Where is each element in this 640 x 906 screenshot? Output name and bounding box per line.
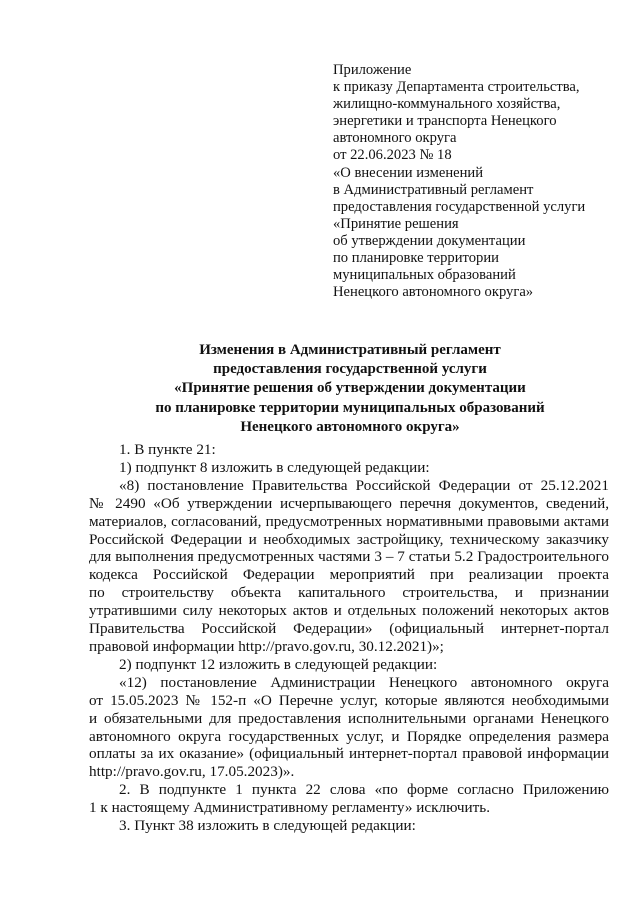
appendix-block	[333, 62, 625, 301]
title-line: «Принятие решения об утверждении документации	[174, 380, 526, 397]
paragraph-subitem-2: 2) подпункт 12 изложить в следующей редакции:	[119, 655, 438, 673]
text-line: по строительству объекта капитального строительства, и признании	[89, 584, 609, 602]
text-line: «12) постановление Администрации Ненецкого автономного округа	[119, 673, 609, 691]
text-line: 2. В подпункте 1 пункта 22 слова «по форме согласно Приложению	[119, 781, 609, 799]
text-line: оплаты за их оказание» (официальный интернет-портал правовой информации	[89, 745, 609, 763]
paragraph-subitem-1: 1) подпункт 8 изложить в следующей редакции:	[119, 458, 430, 476]
text-line: и обязательными для предоставления исполнительными органами Ненецкого	[89, 709, 609, 727]
text-line: материалов, согласований, предусмотренных нормативными правовыми актами	[89, 512, 609, 530]
text-line: автономного округа государственных услуг, и Порядке определения размера	[89, 727, 609, 745]
text-line: «8) постановление Правительства Российской Федерации от 25.12.2021	[119, 476, 609, 494]
text-line: № 2490 «Об утверждении исчерпывающего перечня документов, сведений,	[89, 494, 609, 512]
text-line: http://pravo.gov.ru, 17.05.2023)».	[89, 763, 295, 781]
appendix-line: «Принятие решения	[333, 215, 459, 232]
paragraph-quote-12	[89, 674, 609, 781]
appendix-line: по планировке территории	[333, 250, 499, 267]
paragraph-quote-8	[89, 477, 609, 656]
text-line: от 15.05.2023 № 152-п «О Перечне услуг, которые являются необходимыми	[89, 691, 609, 709]
title-line: Ненецкого автономного округа»	[240, 418, 460, 435]
paragraph-item-2	[89, 781, 609, 817]
appendix-line: Приложение	[333, 62, 412, 78]
appendix-line: в Административный регламент	[333, 181, 534, 198]
appendix-line: к приказу Департамента строительства,	[333, 79, 580, 96]
text-line: правовой информации http://pravo.gov.ru, 30.12.2021)»;	[89, 637, 444, 655]
text-line: для выполнения предусмотренных частями 3 – 7 статьи 5.2 Градостроительного	[89, 548, 609, 566]
appendix-line: от 22.06.2023 № 18	[333, 147, 452, 164]
text-line: 1 к настоящему Административному регламенту» исключить.	[89, 799, 491, 817]
title-line: Изменения в Административный регламент	[199, 342, 501, 358]
title-line: по планировке территории муниципальных образований	[155, 399, 545, 416]
document-body	[89, 441, 609, 835]
appendix-line: автономного округа	[333, 130, 457, 147]
title-line: предоставления государственной услуги	[213, 361, 487, 378]
appendix-line: предоставления государственной услуги	[333, 198, 586, 215]
appendix-line: «О внесении изменений	[333, 164, 484, 181]
appendix-line: об утверждении документации	[333, 232, 526, 249]
text-line: утратившими силу некоторых актов и отдельных положений некоторых актов	[89, 602, 609, 620]
text-line: Правительства Российской Федерации» (официальный интернет-портал	[89, 620, 609, 638]
appendix-line: жилищно-коммунального хозяйства,	[333, 96, 561, 113]
paragraph-item-1: 1. В пункте 21:	[119, 441, 216, 458]
document-title	[60, 341, 640, 437]
text-line: Российской Федерации и необходимых застройщику, техническому заказчику	[89, 530, 609, 548]
appendix-line: Ненецкого автономного округа»	[333, 284, 534, 301]
appendix-line: муниципальных образований	[333, 267, 516, 284]
appendix-line: энергетики и транспорта Ненецкого	[333, 113, 557, 130]
text-line: кодекса Российской Федерации мероприятий при реализации проекта	[89, 566, 609, 584]
paragraph-item-3: 3. Пункт 38 изложить в следующей редакции:	[119, 817, 416, 835]
